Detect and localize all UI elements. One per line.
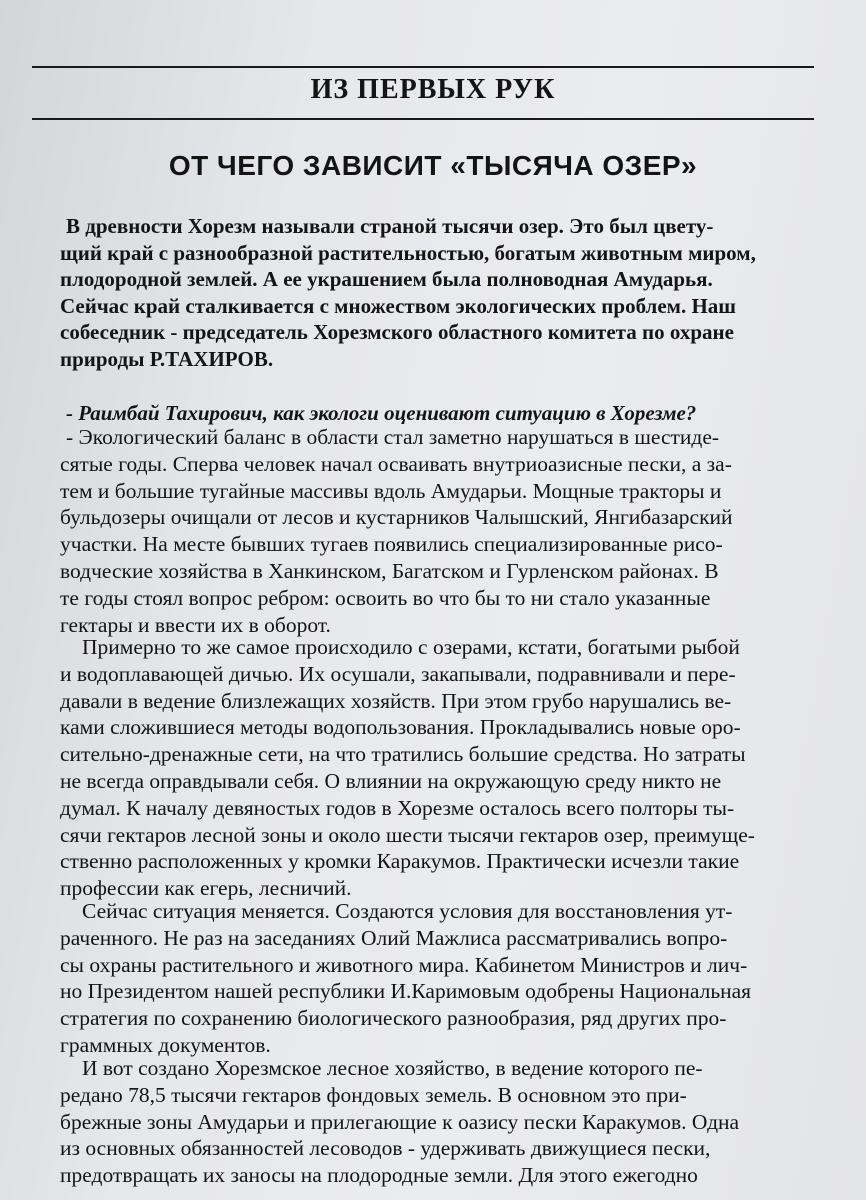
paragraph-line: и водоплавающей дичью. Их осушали, закапывали, подравнивали и пере- [60, 661, 736, 686]
lead-line: щий край с разнообразной растительностью, богатым животным миром, [60, 240, 756, 265]
question-line: - Раимбай Тахирович, как экологи оценивают ситуацию в Хорезме? [66, 401, 697, 425]
paragraph-line: ственно расположенных у кромки Каракумов. Практически исчезли такие [60, 849, 740, 874]
lead-line: природы Р.ТАХИРОВ. [60, 346, 274, 371]
paragraph-line: граммных документов. [60, 1032, 271, 1057]
answer-line: участки. На месте бывших тугаев появились специализированные рисо- [60, 532, 723, 557]
answer-line: те годы стоял вопрос ребром: освоить во что бы то ни стало указанные [60, 585, 711, 610]
paragraph-line: Примерно то же самое происходило с озерами, кстати, богатыми рыбой [82, 635, 740, 659]
top-rule [32, 66, 814, 68]
lead-line: собеседник - председатель Хорезмского областного комитета по охране [60, 320, 734, 344]
article-lead [60, 213, 812, 372]
paragraph-line: из основных обязанностей лесоводов - удерживать движущиеся пески, [60, 1136, 711, 1161]
paragraph-line: И вот создано Хорезмское лесное хозяйство, в ведение которого пе- [82, 1056, 703, 1080]
paragraph-line: не всегда оправдывали себя. О влиянии на окружающую среду никто не [60, 768, 722, 793]
answer-line: - Экологический баланс в области стал заметно нарушаться в шестиде- [66, 425, 720, 449]
article-title: ОТ ЧЕГО ЗАВИСИТ «ТЫСЯЧА ОЗЕР» [168, 150, 698, 181]
paragraph-line: Сейчас ситуация меняется. Создаются условия для восстановления ут- [82, 899, 733, 923]
answer-line: гектары и ввести их в оборот. [60, 612, 331, 637]
lead-line: плодородной землей. А ее украшением была полноводная Амударья. [60, 267, 713, 291]
paragraph-line: но Президентом нашей республики И.Каримовым одобрены Национальная [60, 979, 752, 1004]
paragraph-line: думал. К началу девяностых годов в Хорезме осталось всего полторы ты- [60, 795, 735, 820]
answer-line: тем и большие тугайные массивы вдоль Амударьи. Мощные тракторы и [60, 478, 722, 503]
lead-line: В древности Хорезм называли страной тысячи озер. Это был цвету- [66, 214, 714, 238]
paragraph-line: профессии как егерь, лесничий. [60, 876, 352, 901]
paragraph-situation [60, 898, 812, 1059]
paragraph-line: предотвращать их заносы на плодородные земли. Для этого ежегодно [60, 1163, 698, 1188]
paragraph-line: стратегия по сохранению биологического разнообразия, ряд других про- [60, 1006, 727, 1031]
paragraph-line: ками сложившиеся методы водопользования. Прокладывались новые оро- [60, 715, 741, 740]
paragraph-line: раченного. Не раз на заседаниях Олий Мажлиса рассматривались вопро- [60, 925, 728, 950]
interview-question [60, 400, 812, 427]
interview-answer [60, 424, 812, 638]
answer-line: бульдозеры очищали от лесов и кустарников Чалышский, Янгибазарский [60, 505, 733, 530]
answer-line: сятые годы. Сперва человек начал осваивать внутриоазисные пески, а за- [60, 451, 732, 476]
paragraph-line: сительно-дренажные сети, на что тратились большие средства. Но затраты [60, 742, 746, 767]
paragraph-lakes [60, 634, 812, 902]
section-rule [32, 118, 814, 120]
answer-line: водческие хозяйства в Ханкинском, Багатском и Гурленском районах. В [60, 558, 719, 583]
paragraph-forestry [60, 1055, 812, 1189]
paragraph-line: редано 78,5 тысячи гектаров фондовых земель. В основном это при- [60, 1082, 687, 1107]
lead-line: Сейчас край сталкивается с множеством экологических проблем. Наш [60, 293, 737, 318]
paragraph-line: сы охраны растительного и животного мира. Кабинетом Министров и лич- [60, 952, 748, 977]
paragraph-line: давали в ведение близлежащих хозяйств. При этом грубо нарушались ве- [60, 688, 732, 713]
section-heading: ИЗ ПЕРВЫХ РУК [310, 74, 556, 105]
paragraph-line: сячи гектаров лесной зоны и около шести тысячи гектаров озер, преимуще- [60, 822, 755, 847]
paragraph-line: брежные зоны Амударьи и прилегающие к оазису пески Каракумов. Одна [60, 1109, 740, 1134]
